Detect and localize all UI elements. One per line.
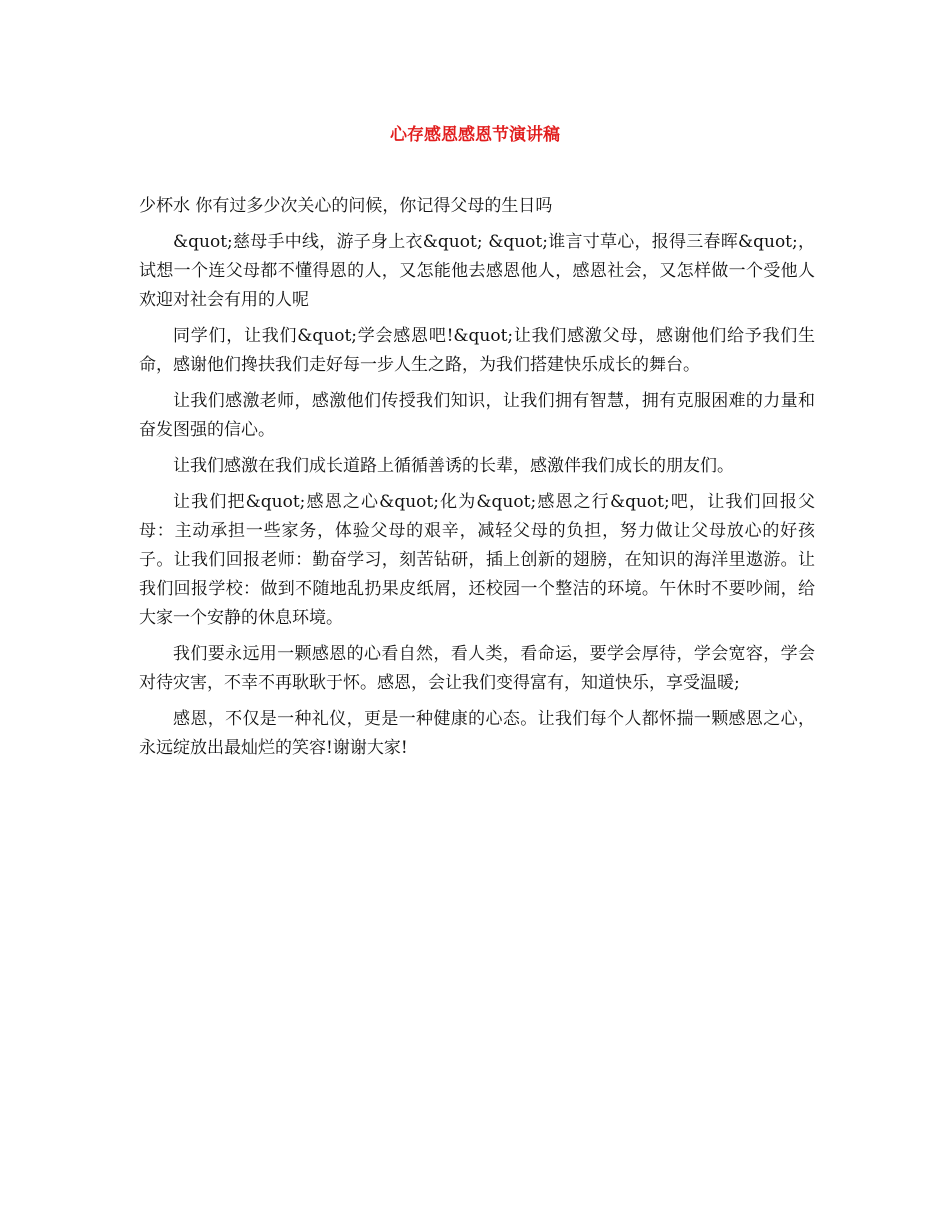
page-title: 心存感恩感恩节演讲稿 [390, 125, 560, 145]
paragraph-1: 少杯水 你有过多少次关心的问候，你记得父母的生日吗 [139, 196, 553, 216]
paragraph-4: 让我们感激老师，感激他们传授我们知识，让我们拥有智慧，拥有克服困难的力量和奋发图强的信心。 [139, 391, 815, 440]
document-body [139, 192, 815, 770]
paragraph-2: &quot;慈母手中线，游子身上衣&quot; &quot;谁言寸草心，报得三春晖&quot;，试想一个连父母都不懂得恩的人，又怎能他去感恩他人，感恩社会，又怎样做一个受他人欢迎对社会有用的人呢 [139, 232, 815, 310]
paragraph-3: 同学们，让我们&quot;学会感恩吧!&quot;让我们感激父母，感谢他们给予我们生命，感谢他们搀扶我们走好每一步人生之路，为我们搭建快乐成长的舞台。 [139, 326, 815, 375]
paragraph-6: 让我们把&quot;感恩之心&quot;化为&quot;感恩之行&quot;吧，让我们回报父母：主动承担一些家务，体验父母的艰辛，减轻父母的负担，努力做让父母放心的好孩子。让我们回报老师：勤奋学习，刻苦钻研，插上创新的翅膀，在知识的海洋里遨游。让我们回报学校：做到不随地乱扔果皮纸屑，还校园一个整洁的环境。午休时不要吵闹，给大家一个安静的休息环境。 [139, 492, 815, 628]
paragraph-7: 我们要永远用一颗感恩的心看自然，看人类，看命运，要学会厚待，学会宽容，学会对待灾害，不幸不再耿耿于怀。感恩，会让我们变得富有，知道快乐，享受温暖; [139, 644, 815, 693]
paragraph-8: 感恩，不仅是一种礼仪，更是一种健康的心态。让我们每个人都怀揣一颗感恩之心，永远绽放出最灿烂的笑容!谢谢大家! [139, 709, 815, 758]
paragraph-5: 让我们感激在我们成长道路上循循善诱的长辈，感激伴我们成长的朋友们。 [173, 456, 734, 476]
